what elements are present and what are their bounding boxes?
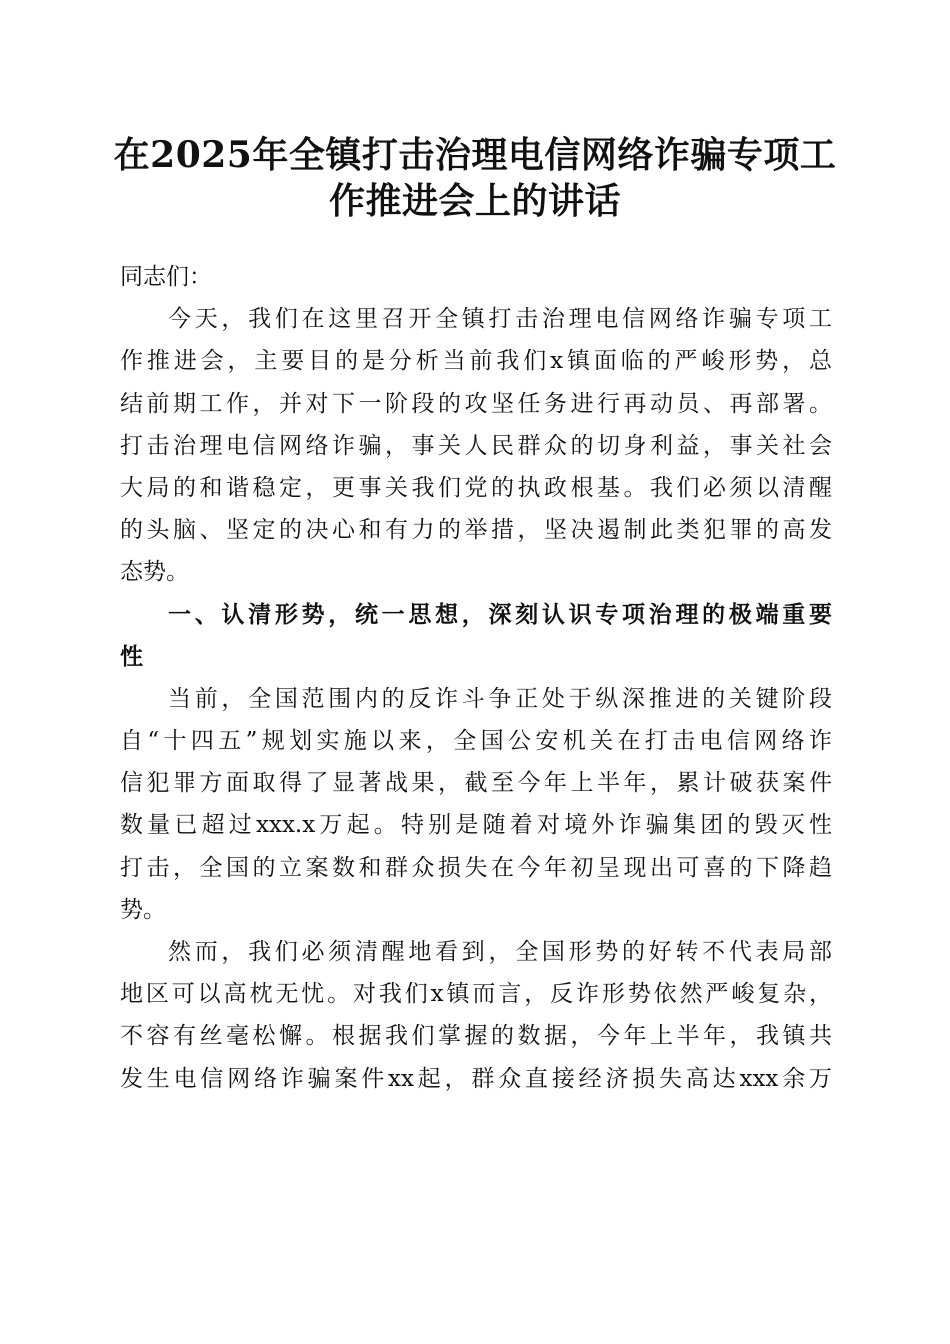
paragraph-line: 当前，全国范围内的反诈斗争正处于纵深推进的关键阶段 xyxy=(168,685,832,712)
paragraph-line: 信犯罪方面取得了显著战果，截至今年上半年，累计破获案件 xyxy=(120,770,832,797)
section-heading-1 xyxy=(120,594,832,678)
heading-line: 一、认清形势，统一思想，深刻认识专项治理的极端重要 xyxy=(168,601,832,628)
heading-line: 性 xyxy=(120,643,143,670)
paragraph-line: 自“十四五”规划实施以来，全国公安机关在打击电信网络诈 xyxy=(120,728,832,755)
paragraph-line: 态势。 xyxy=(120,559,189,586)
paragraph-line: 结前期工作，并对下一阶段的攻坚任务进行再动员、再部署。 xyxy=(120,390,832,417)
paragraph-line: 发生电信网络诈骗案件xx起，群众直接经济损失高达xxx余万 xyxy=(120,1065,832,1092)
paragraph-line: 数量已超过xxx.x万起。特别是随着对境外诈骗集团的毁灭性 xyxy=(120,812,832,839)
paragraph-line: 然而，我们必须清醒地看到，全国形势的好转不代表局部 xyxy=(168,939,832,965)
paragraph-line: 势。 xyxy=(120,896,166,923)
title-line: 在2025年全镇打击治理电信网络诈骗专项工 xyxy=(113,134,837,176)
paragraph-line: 地区可以高枕无忧。对我们x镇而言，反诈形势依然严峻复杂， xyxy=(120,981,832,1008)
paragraph-line: 不容有丝毫松懈。根据我们掌握的数据，今年上半年，我镇共 xyxy=(120,1023,832,1050)
document-body xyxy=(120,256,832,1100)
paragraph-intro xyxy=(120,298,832,593)
paragraph-line: 大局的和谐稳定，更事关我们党的执政根基。我们必须以清醒 xyxy=(120,474,832,501)
salutation: 同志们： xyxy=(120,264,212,290)
paragraph-line: 打击治理电信网络诈骗，事关人民群众的切身利益，事关社会 xyxy=(120,432,832,459)
paragraph-line: 今天，我们在这里召开全镇打击治理电信网络诈骗专项工 xyxy=(168,306,832,333)
paragraph-line: 的头脑、坚定的决心和有力的举措，坚决遏制此类犯罪的高发 xyxy=(120,517,832,544)
paragraph-line: 打击，全国的立案数和群众损失在今年初呈现出可喜的下降趋 xyxy=(120,854,832,881)
paragraph-local-situation xyxy=(120,931,832,1100)
paragraph-national-situation xyxy=(120,678,832,931)
document-title xyxy=(110,132,840,224)
title-line: 作推进会上的讲话 xyxy=(328,180,621,222)
paragraph-line: 作推进会，主要目的是分析当前我们x镇面临的严峻形势，总 xyxy=(120,348,832,375)
